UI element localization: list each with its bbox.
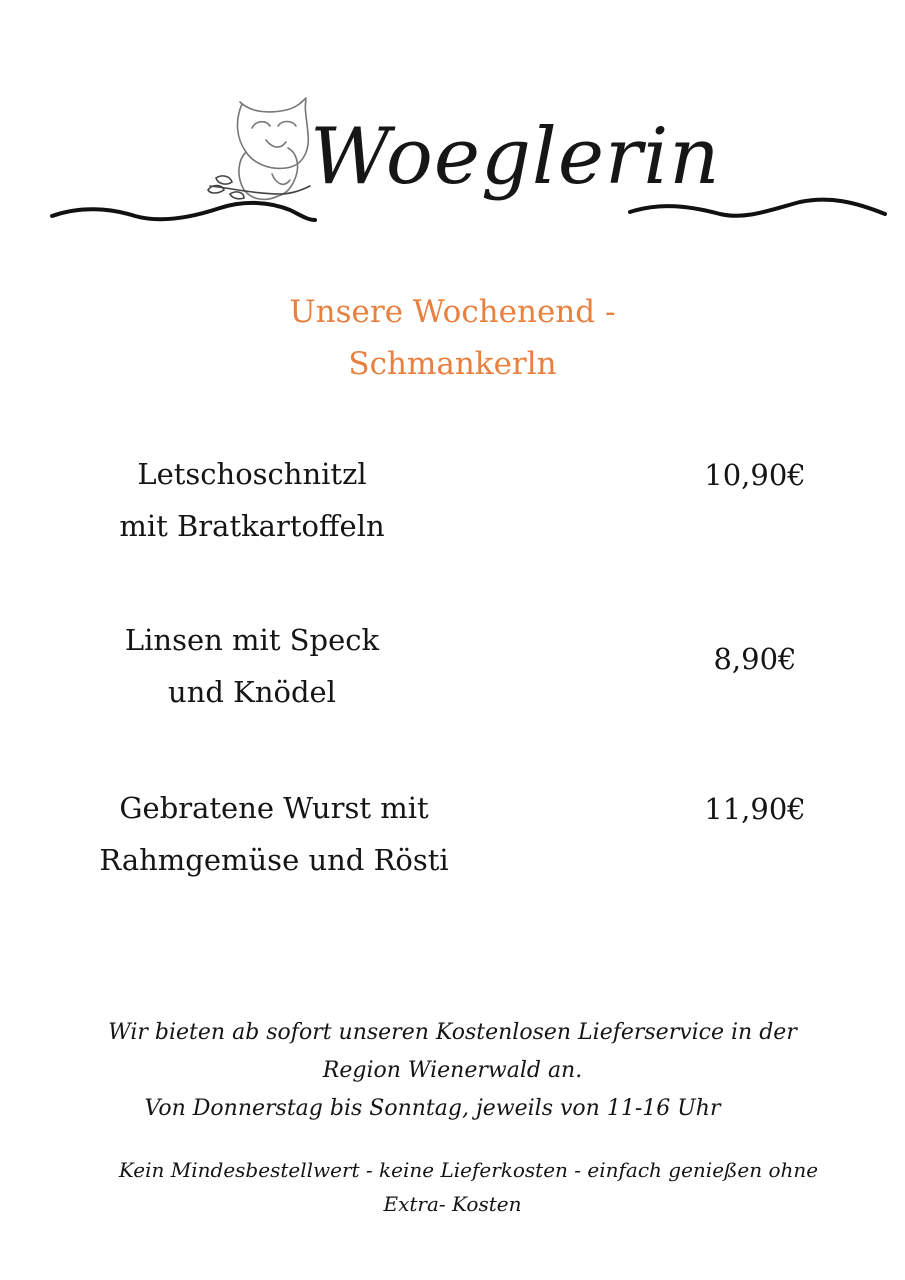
dish-name-line-2: Rahmgemüse und Rösti <box>99 843 449 877</box>
heading-line-1: Unsere Wochenend - <box>289 294 616 330</box>
info-line-2: Region Wienerwald an. <box>322 1058 583 1083</box>
wave-line-right <box>630 200 885 216</box>
dish-price: 10,90€ <box>704 458 806 492</box>
dish-name-line-1: Letschoschnitzl <box>137 457 367 491</box>
dish-price: 8,90€ <box>713 642 797 676</box>
dish-price: 11,90€ <box>704 792 806 826</box>
note-line-2: Extra- Kosten <box>383 1192 522 1216</box>
heading-line-2: Schmankerln <box>348 346 557 382</box>
dish-name-line-2: und Knödel <box>168 675 336 709</box>
brand-name: Woeglerin <box>310 112 721 202</box>
owl-icon <box>237 98 308 199</box>
dish-name-line-1: Linsen mit Speck <box>124 623 380 657</box>
dish-name-line-1: Gebratene Wurst mit <box>119 791 429 825</box>
info-line-1: Wir bieten ab sofort unseren Kostenlosen Lieferservice in der <box>108 1020 797 1045</box>
note-line-1: Kein Mindesbestellwert - keine Lieferkosten - einfach genießen ohne <box>118 1158 819 1182</box>
wave-line-left <box>52 203 315 220</box>
info-line-3: Von Donnerstag bis Sonntag, jeweils von 11-16 Uhr <box>144 1096 721 1121</box>
dish-name-line-2: mit Bratkartoffeln <box>119 509 385 543</box>
